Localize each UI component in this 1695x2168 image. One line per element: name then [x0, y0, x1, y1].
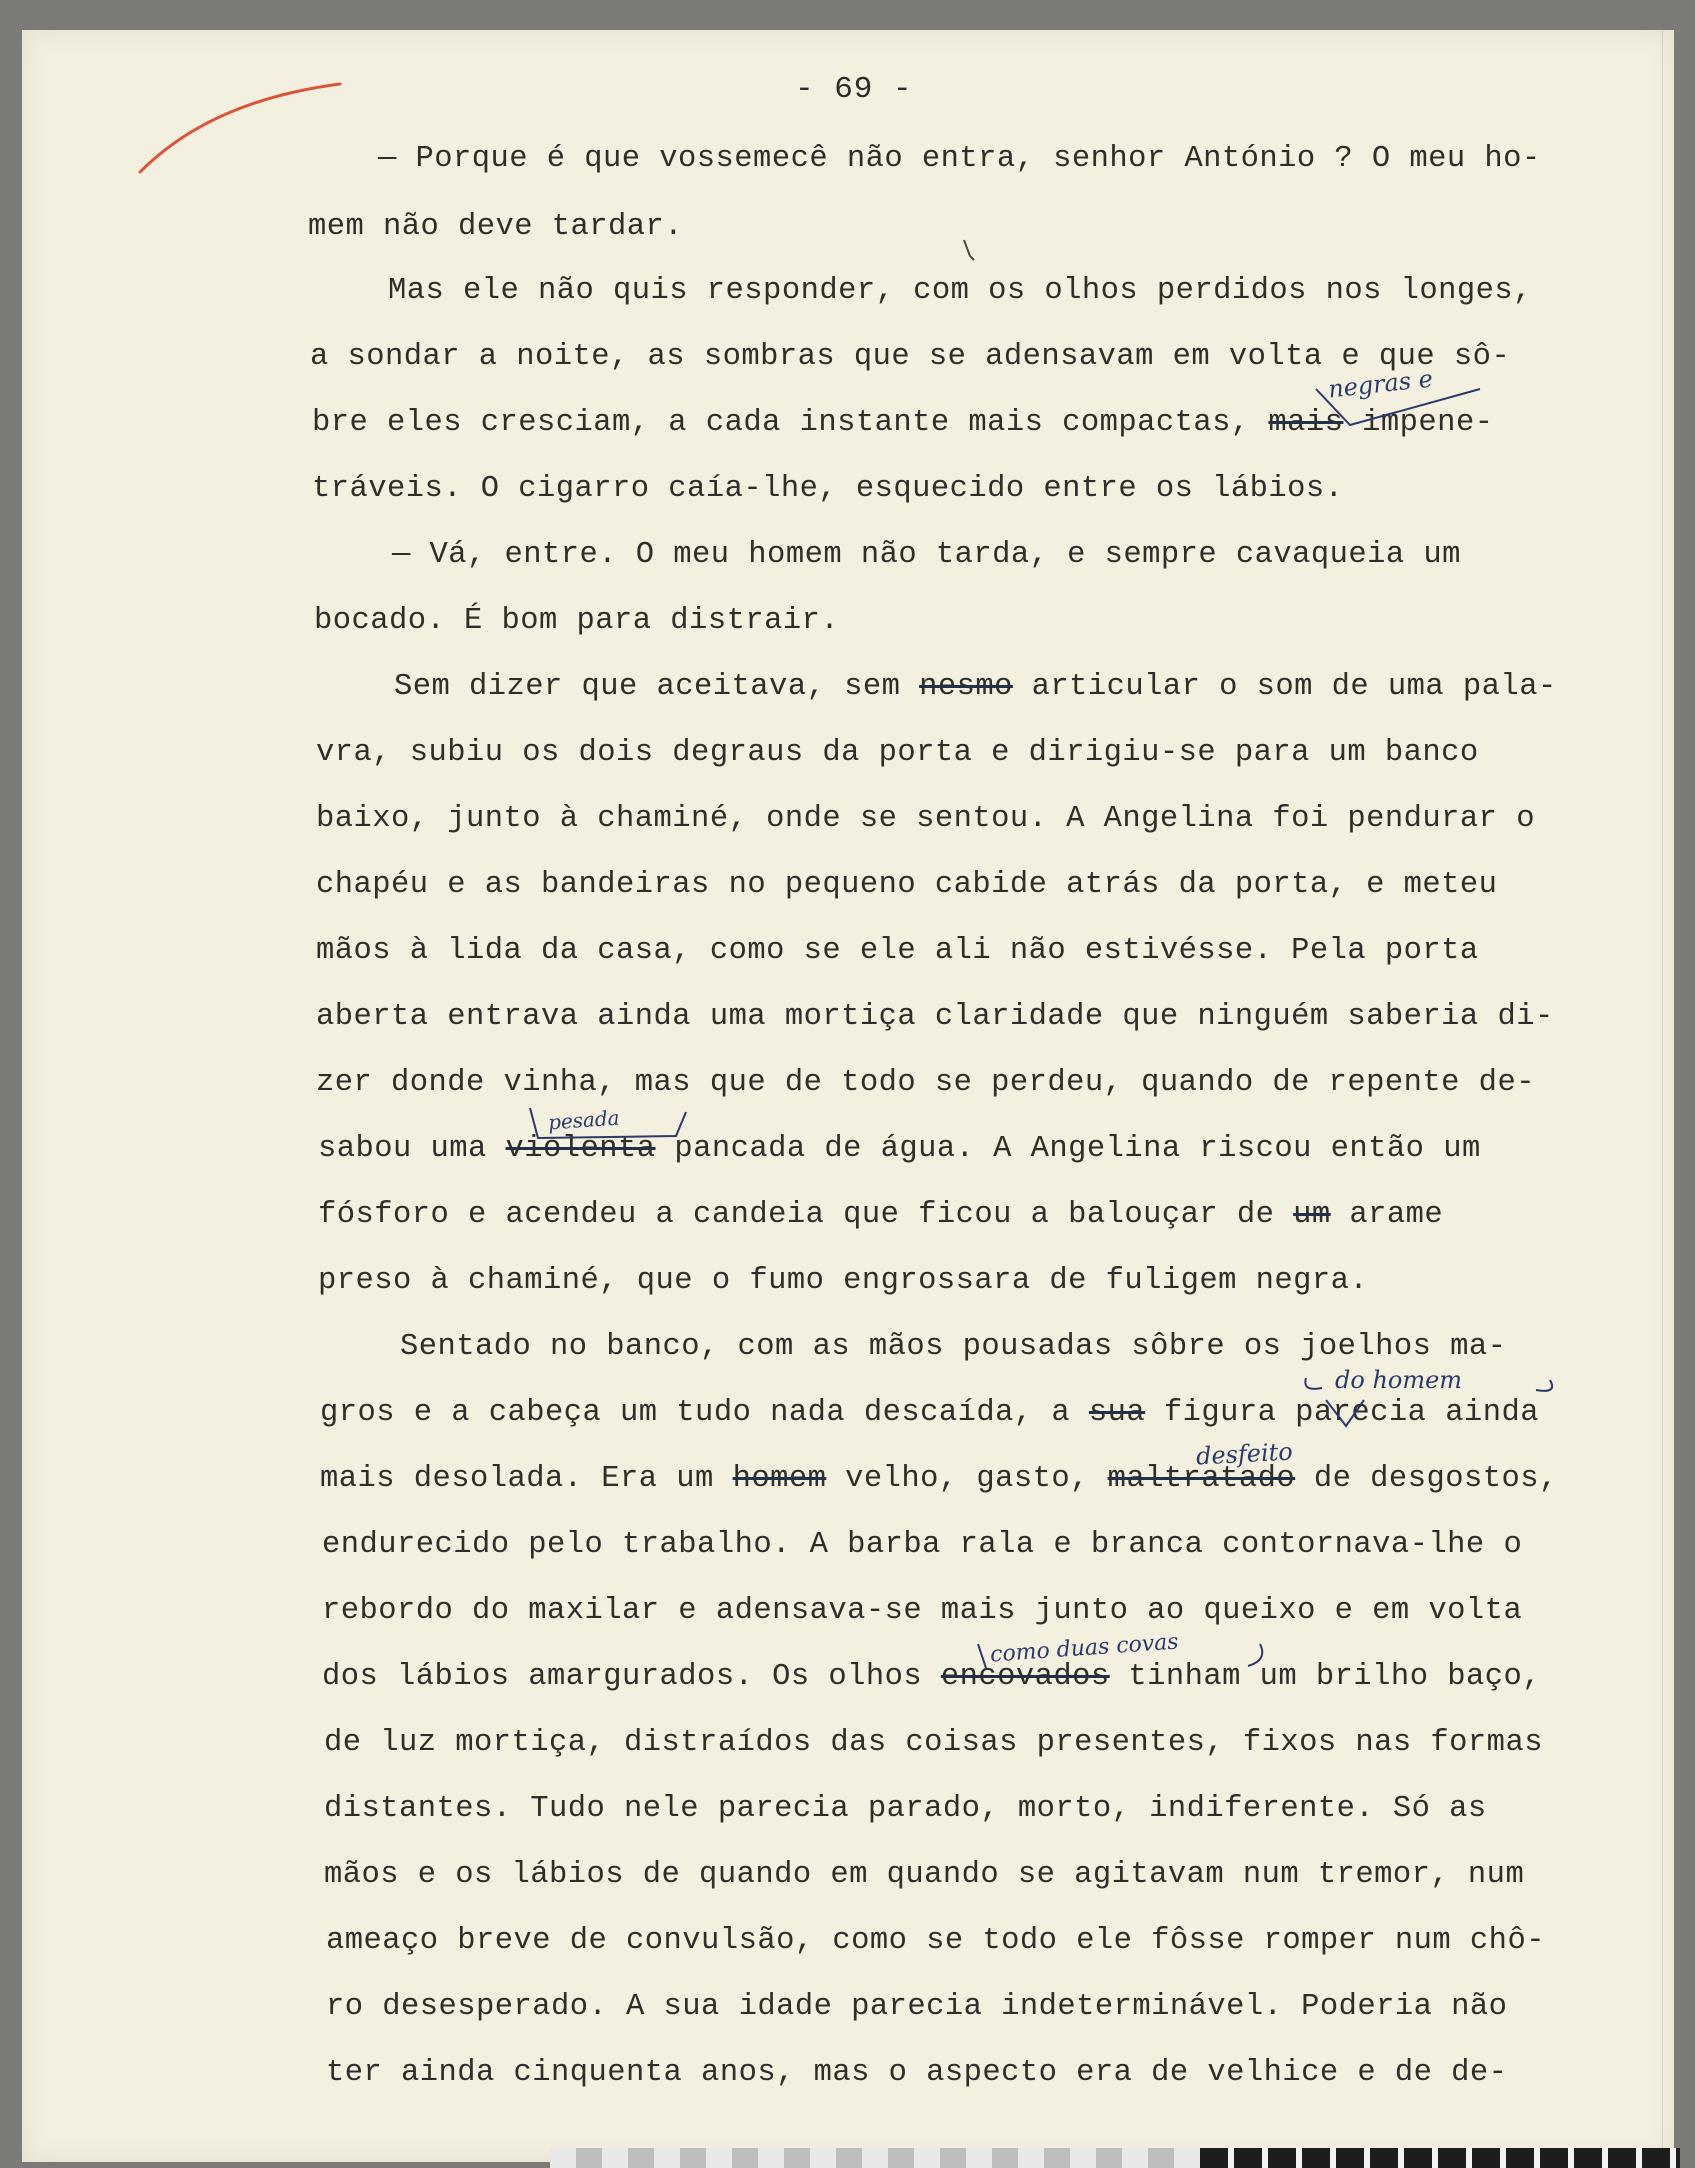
grayscale-scale-bar — [1200, 2148, 1680, 2168]
typed-line: ameaço breve de convulsão, como se todo ele fôsse romper num chô- — [326, 1924, 1545, 1958]
typed-line: vra, subiu os dois degraus da porta e dirigiu-se para um banco — [316, 736, 1479, 770]
typed-line: bre eles cresciam, a cada instante mais compactas, mais impene- — [312, 406, 1494, 440]
typed-line: de luz mortiça, distraídos das coisas presentes, fixos nas formas — [324, 1726, 1543, 1760]
typed-line: ro desesperado. A sua idade parecia indeterminável. Poderia não — [326, 1990, 1508, 2024]
typed-line: sabou uma violenta pancada de água. A Angelina riscou então um — [318, 1132, 1481, 1166]
struck-word: mais — [1268, 406, 1344, 440]
struck-word: nesmo — [919, 670, 1013, 704]
typed-line: bocado. É bom para distrair. — [314, 604, 840, 638]
typed-line: a sondar a noite, as sombras que se adensavam em volta e que sô- — [310, 340, 1511, 374]
handwritten-insertion: do homem — [1335, 1366, 1463, 1394]
pencil-tick-mark — [960, 236, 980, 266]
typed-line: dos lábios amargurados. Os olhos encovados tinham um brilho baço, — [322, 1660, 1541, 1694]
typed-line: aberta entrava ainda uma mortiça claridade que ninguém saberia di- — [316, 1000, 1554, 1034]
typed-line: mãos e os lábios de quando em quando se agitavam num tremor, num — [324, 1858, 1525, 1892]
insertion-caret — [1310, 385, 1490, 435]
struck-word: sua — [1088, 1396, 1146, 1430]
typed-line: chapéu e as bandeiras no pequeno cabide atrás da porta, e meteu — [316, 868, 1498, 902]
typed-line: mais desolada. Era um homem velho, gasto, maltratado de desgostos, — [320, 1462, 1558, 1496]
typed-line: Sentado no banco, com as mãos pousadas sôbre os joelhos ma- — [400, 1330, 1507, 1364]
struck-word: violenta — [505, 1132, 656, 1166]
struck-word: maltratado — [1107, 1462, 1296, 1496]
typed-line: baixo, junto à chaminé, onde se sentou. A Angelina foi pendurar o — [316, 802, 1535, 836]
typed-line: endurecido pelo trabalho. A barba rala e branca contornava-lhe o — [322, 1528, 1523, 1562]
insertion-caret — [972, 1638, 1272, 1682]
page-number: - 69 - — [795, 72, 913, 107]
insertion-caret — [526, 1106, 696, 1146]
typed-line: distantes. Tudo nele parecia parado, morto, indiferente. Só as — [324, 1792, 1487, 1826]
typed-line: Mas ele não quis responder, com os olhos perdidos nos longes, — [388, 274, 1532, 308]
typed-line: zer donde vinha, mas que de todo se perdeu, quando de repente de- — [316, 1066, 1535, 1100]
typed-line: gros e a cabeça um tudo nada descaída, a sua figura parecia ainda — [320, 1396, 1539, 1430]
handwritten-insertion: desfeito — [1195, 1437, 1294, 1471]
typed-line: — Porque é que vossemecê não entra, senhor António ? O meu ho- — [378, 142, 1541, 176]
insertion-caret — [1300, 1370, 1560, 1430]
struck-word: encovados — [940, 1660, 1110, 1694]
typed-line: tráveis. O cigarro caía-lhe, esquecido entre os lábios. — [312, 472, 1344, 506]
handwritten-insertion: como duas covas — [989, 1629, 1180, 1668]
red-pencil-mark — [120, 72, 360, 182]
typed-line: fósforo e acendeu a candeia que ficou a balouçar de um arame — [318, 1198, 1444, 1232]
typed-line: preso à chaminé, que o fumo engrossara de fuligem negra. — [318, 1264, 1369, 1298]
struck-word: homem — [732, 1462, 827, 1496]
typed-line: ter ainda cinquenta anos, mas o aspecto era de velhice e de de- — [326, 2056, 1508, 2090]
struck-word: um — [1293, 1198, 1331, 1232]
handwritten-insertion: pesada — [547, 1105, 621, 1135]
typed-line: mem não deve tardar. — [308, 210, 684, 244]
typed-line: mãos à lida da casa, como se ele ali não estivésse. Pela porta — [316, 934, 1479, 968]
typed-line: rebordo do maxilar e adensava-se mais junto ao queixo e em volta — [322, 1594, 1523, 1628]
page-fold-shadow — [1662, 30, 1663, 2162]
handwritten-insertion: negras e — [1326, 364, 1435, 404]
typed-line: Sem dizer que aceitava, sem nesmo articular o som de uma pala- — [394, 670, 1557, 704]
typed-line: — Vá, entre. O meu homem não tarda, e sempre cavaqueia um — [392, 538, 1461, 572]
